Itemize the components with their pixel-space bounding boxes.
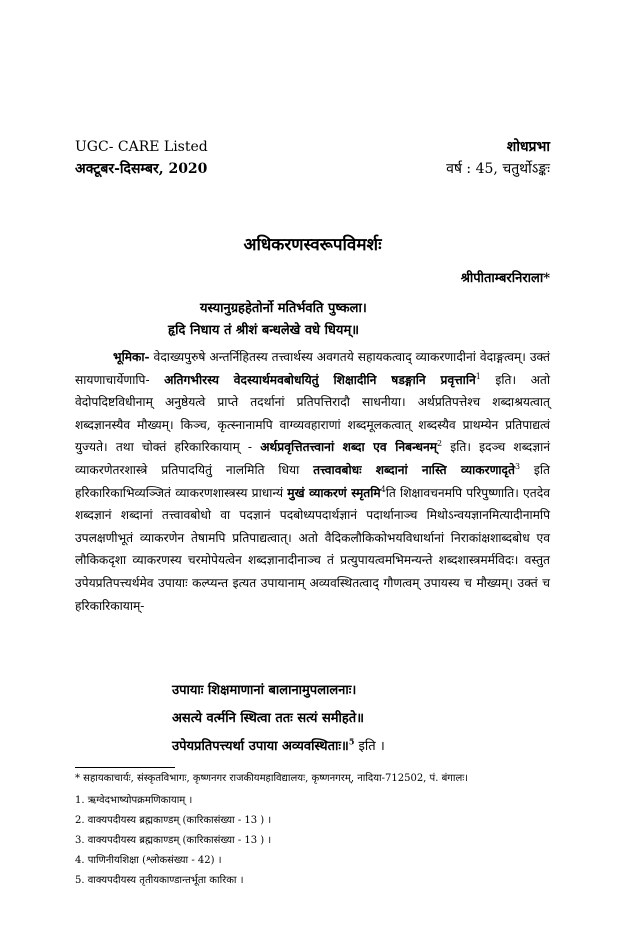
section-heading: भूमिका- <box>113 350 150 364</box>
volume-issue: वर्ष : 45, चतुर्थोऽङ्कः <box>446 161 550 177</box>
footnote-5: 5. वाक्यपदीयस्य तृतीयकाण्डान्तर्भूता कारिका । <box>75 875 244 886</box>
footnote-ref: 3 <box>514 461 521 471</box>
footnote-3: 3. वाक्यपदीयस्य ब्रह्मकाण्डम् (कारिकासंख्या - 13 ) । <box>75 835 272 846</box>
quote-line-3-text: उपेयप्रतिपत्त्यर्था उपाया अव्यवस्थिताः॥ <box>172 739 349 754</box>
body-text: वेदाख्यपुरुषे अन्तर्निहितस्य तत्त्वार्थस्य अवगतये सहायकत्वाद् व्याकरणादीनां वेदाङ्गत्वम्। उक्तं सायणाचार्येणापि- <box>75 350 550 387</box>
body-text: इति। अतो वेदोपदिष्टविधीनाम् अनुष्ठेयत्वे प्राप्ते तदर्थानां प्रतिपत्तिरादौ साधनीया। अर्थप्रतिपत्तेश्च शब्दाश्रयत्वात् शब्दज्ञानस्यैव मौख्यम्। किञ्च, कृत्स्नानामपि वाग्व्यवहाराणां शब्दमूलकत्वात् शब्दस्यैव प्राथम्येन प्रतिपाद्यत्वं युज्यते। तथा चोक्तं हरिकारिकायाम् - <box>75 372 551 455</box>
quote-tail: इति । <box>354 739 385 754</box>
article-title: अधिकरणस्वरूपविमर्शः <box>243 235 382 255</box>
quote-line-3 <box>172 736 385 758</box>
quote-line-1: उपायाः शिक्षमाणानां बालानामुपलालनाः। <box>172 683 357 698</box>
footnote-divider <box>75 767 175 768</box>
journal-name: शोधप्रभा <box>506 139 550 155</box>
footnote-ref: 2 <box>437 439 443 449</box>
invocation-line-1: यस्यानुग्रहहेतोर्नो मतिर्भवति पुष्कला। <box>200 301 367 316</box>
quoted-text: अतिगभीरस्य वेदस्यार्थमवबोधयितुं शिक्षादीनि षडङ्गानि प्रवृत्तानि <box>164 372 476 387</box>
footnote-ref: 4 <box>380 484 386 494</box>
body-text: इति। इदञ्च शब्दज्ञानं व्याकरणेतरशास्त्रे प्रतिपादयितुं नालमिति धिया <box>75 440 550 477</box>
quoted-text: तत्त्वावबोधः शब्दानां नास्ति व्याकरणादृते <box>313 462 515 477</box>
footnote-author: * सहायकाचार्यः, संस्कृतविभागः, कृष्णनगर राजकीयमहाविद्यालयः, कृष्णनगरम्, नादिया-712502, पं. बंगालः। <box>75 773 469 784</box>
issue-date: अक्टूबर-दिसम्बर, 2020 <box>75 161 208 177</box>
invocation-line-2: हृदि निधाय तं श्रीशं बन्धलेखे वधे धियम्॥ <box>168 323 360 338</box>
body-paragraph <box>75 346 550 617</box>
author-name: श्रीपीताम्बरनिराला* <box>460 271 550 286</box>
body-text: इति हरिकारिकाभिव्यञ्जितं व्याकरणशास्त्रस्य प्राधान्यं <box>75 462 550 500</box>
journal-tag: UGC- CARE Listed <box>75 139 208 155</box>
quoted-text: अर्थप्रवृत्तितत्त्वानां शब्दा एव निबन्धनम् <box>260 440 437 455</box>
footnote-1: 1. ऋग्वेदभाष्योपक्रमणिकायाम् । <box>75 795 193 806</box>
footnote-ref: 1 <box>475 371 481 381</box>
quoted-text: मुखं व्याकरणं स्मृतमि <box>287 485 381 500</box>
footnote-ref: 5 <box>348 736 355 747</box>
footnote-2: 2. वाक्यपदीयस्य ब्रह्मकाण्डम् (कारिकासंख्या - 13 ) । <box>75 815 272 826</box>
footnote-4: 4. पाणिनीयशिक्षा (श्लोकसंख्या - 42) । <box>75 855 222 866</box>
quote-line-2: असत्ये वर्त्मनि स्थित्वा ततः सत्यं समीहते॥ <box>172 711 364 726</box>
body-text: ति शिक्षावचनमपि परिपुष्णाति। एतदेव शब्दज्ञानं शब्दानां तत्त्वावबोधो वा पदज्ञानं पदबोध्यपदार्थज्ञानं पदार्थानाञ्च मिथोऽन्वयज्ञानमित्यादीनामपि उपलक्षणीभूतं व्याकरणेन तेषामपि प्रतिपाद्यत्वात्। अतो वैदिकलौकिकोभयविधार्थानां निराकांक्षशाब्दबोध एव लौकिकदृशा व्याकरणस्य चरमोपेयत्वेन शब्दज्ञानादीनाञ्च तं प्रत्युपायत्वमभिमन्यन्ते शब्दशास्त्रमर्मविदः। वस्तुत उपेयप्रतिपत्त्यर्थमेव उपायाः कल्प्यन्त इत्यत उपायानाम् अव्यवस्थितत्वाद् गौणत्वम् उपायस्य च मौख्यम्। उक्तं च हरिकारिकायाम्- <box>75 485 550 613</box>
